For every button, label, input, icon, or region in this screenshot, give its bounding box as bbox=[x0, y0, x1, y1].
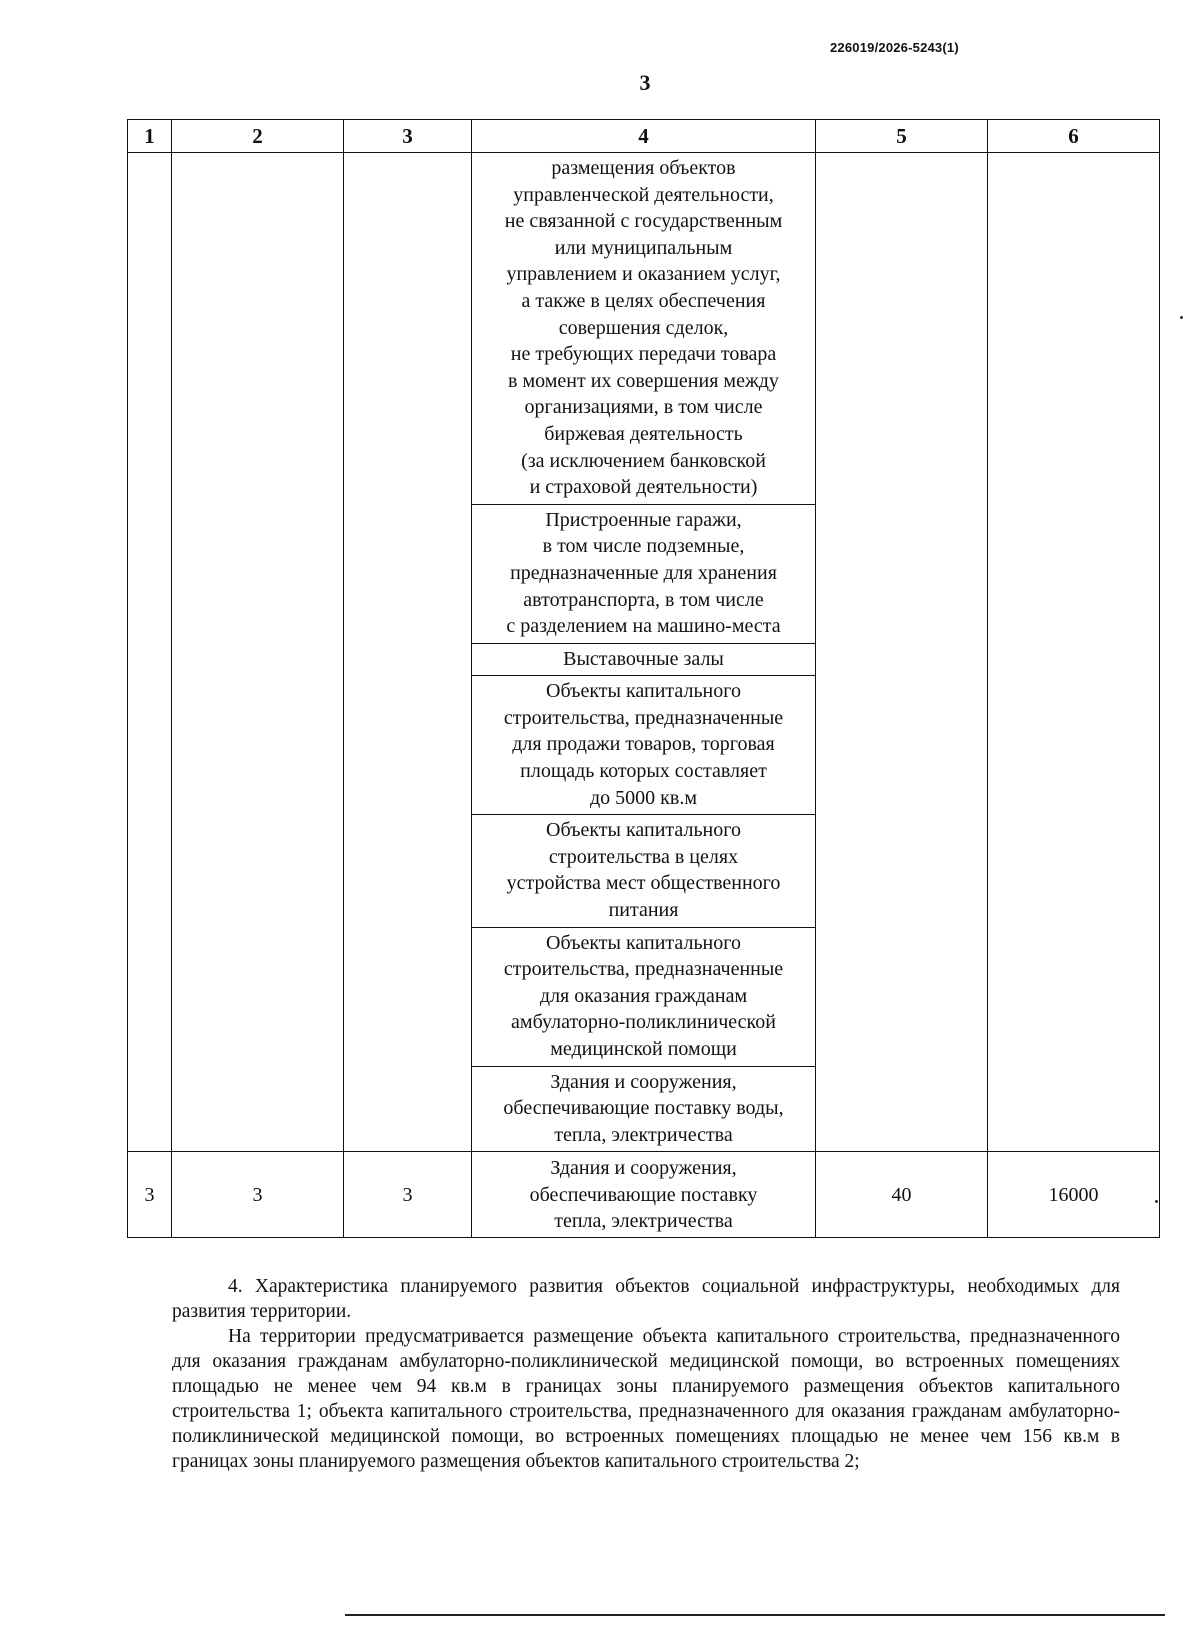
permitted-use-item: размещения объектов управленческой деятельности, не связанной с государственным или муниципальным управлением и оказанием услуг, а также в целях обеспечения совершения сделок, не требующих передачи товара в момент их совершения между организациями, в том числе биржевая деятельность (за исключением банковской и страховой деятельности) bbox=[472, 153, 815, 505]
column-header-5: 5 bbox=[816, 120, 988, 153]
body-text bbox=[172, 1274, 1120, 1474]
table-row bbox=[128, 153, 1160, 1152]
permitted-use-list-cell bbox=[472, 153, 816, 1152]
table-cell: 3 bbox=[128, 1152, 172, 1238]
table-cell: 16000 bbox=[988, 1152, 1160, 1238]
table-cell-empty bbox=[816, 153, 988, 1152]
table-cell-empty bbox=[128, 153, 172, 1152]
scan-speck bbox=[1155, 1200, 1158, 1203]
permitted-use-item: Здания и сооружения, обеспечивающие поставку воды, тепла, электричества bbox=[503, 1070, 784, 1146]
section-heading-paragraph: 4. Характеристика планируемого развития объектов социальной инфраструктуры, необходимых для развития территории. bbox=[172, 1276, 1120, 1322]
column-header-3: 3 bbox=[344, 120, 472, 153]
column-header-6: 6 bbox=[988, 120, 1160, 153]
permitted-use-item: Объекты капитального строительства в целях устройства мест общественного питания bbox=[472, 815, 815, 927]
table-cell: 3 bbox=[172, 1152, 344, 1238]
permitted-use-list bbox=[472, 153, 815, 1151]
table-cell-empty bbox=[172, 153, 344, 1152]
column-header-2: 2 bbox=[172, 120, 344, 153]
body-paragraph: На территории предусматривается размещение объекта капитального строительства, предназначенного для оказания гражданам амбулаторно-поликлинической медицинской помощи, во встроенных помещениях площадью не менее чем 94 кв.м в границах зоны планируемого размещения объектов капитального строительства 1; объекта капитального строительства, предназначенного для оказания гражданам амбулаторно-поликлинической медицинской помощи, во встроенных помещениях площадью не менее чем 156 кв.м в границах зоны планируемого размещения объектов капитального строительства 2; bbox=[172, 1326, 1120, 1472]
table-cell: Здания и сооружения, обеспечивающие поставку тепла, электричества bbox=[472, 1152, 816, 1238]
bottom-rule bbox=[345, 1614, 1165, 1616]
table-cell-empty bbox=[988, 153, 1160, 1152]
table-header-row bbox=[128, 120, 1160, 153]
scan-speck bbox=[1180, 316, 1183, 319]
permitted-use-item: Объекты капитального строительства, предназначенные для продажи товаров, торговая площадь которых составляет до 5000 кв.м bbox=[472, 676, 815, 815]
page-number: 3 bbox=[639, 70, 651, 95]
permitted-use-item: Объекты капитального строительства, предназначенные для оказания гражданам амбулаторно-поликлинической медицинской помощи bbox=[472, 928, 815, 1067]
document-id: 226019/2026-5243(1) bbox=[830, 40, 959, 55]
column-header-4: 4 bbox=[472, 120, 816, 153]
zoning-table bbox=[127, 119, 1160, 1238]
table-cell-empty bbox=[344, 153, 472, 1152]
table-cell: 3 bbox=[344, 1152, 472, 1238]
permitted-use-item: Пристроенные гаражи, в том числе подземные, предназначенные для хранения автотранспорта, в том числе с разделением на машино-места bbox=[472, 505, 815, 644]
permitted-use-item: Выставочные залы bbox=[472, 644, 815, 677]
table-row bbox=[128, 1152, 1160, 1238]
table-cell: 40 bbox=[816, 1152, 988, 1238]
column-header-1: 1 bbox=[128, 120, 172, 153]
